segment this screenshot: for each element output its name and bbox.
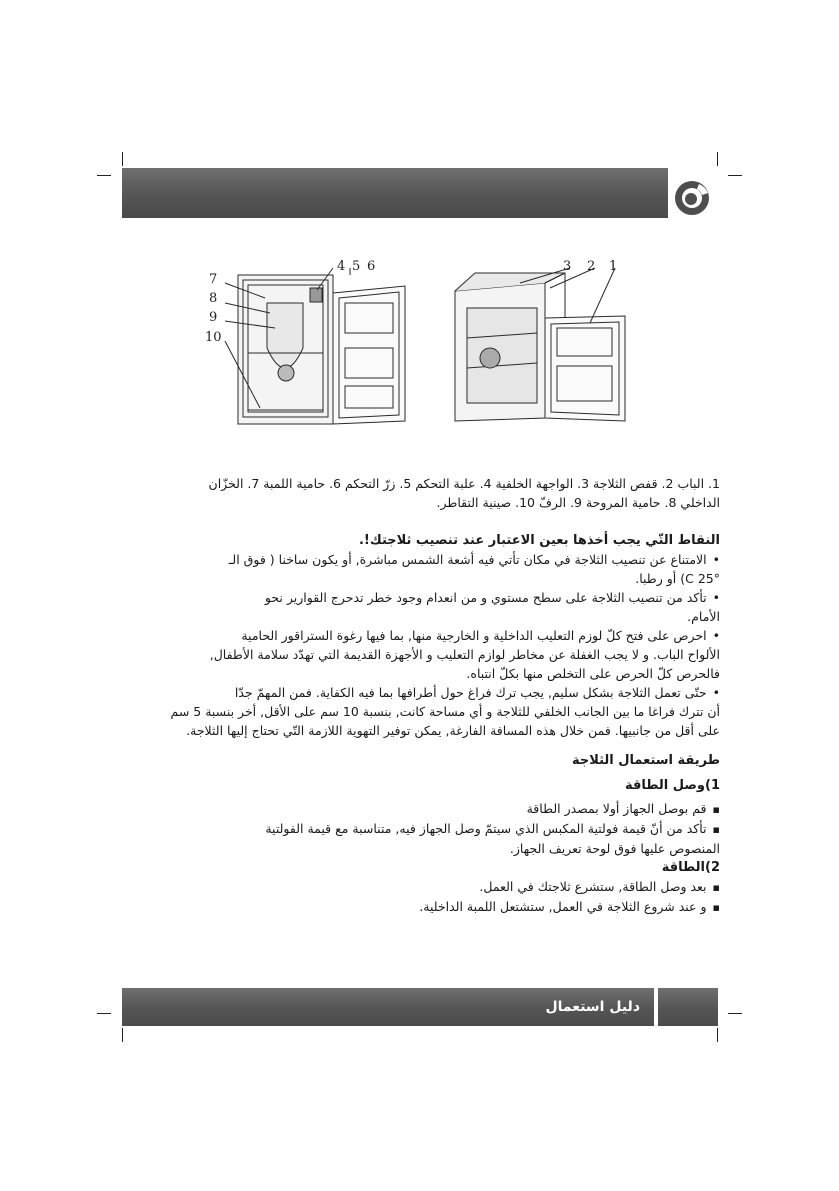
callout-label: 8 — [209, 291, 218, 306]
usage-section — [122, 751, 720, 917]
legend-line: الداخلي 8. حامية المروحة 9. الرفّ 10. صينية التقاطر. — [436, 495, 720, 510]
footer-page-tab — [658, 988, 718, 1026]
fridge-diagram — [205, 258, 655, 433]
bullet-text: • تأكد من تنصيب الثلاجة على سطح مستوي و من انعدام وجود خطر تدحرج القوارير نحو — [122, 588, 720, 607]
callout-label: 9 — [209, 310, 218, 325]
bullet-text: ▪ قم بوصل الجهاز أولا بمصدر الطاقة — [122, 799, 720, 819]
crop-mark — [122, 1028, 123, 1042]
crop-mark — [97, 175, 111, 176]
crop-mark — [728, 175, 742, 176]
bullet-text: الأمام. — [687, 609, 720, 624]
install-section — [122, 531, 720, 740]
parts-legend — [122, 474, 720, 512]
callout-label: 6 — [367, 259, 376, 274]
bullet-text: أن تترك فراغا ما بين الجانب الخلفي للثلاجة و أي مساحة كانت, بنسبة 10 سم على الأقل, أخر بنسبة 5 سم — [170, 704, 720, 719]
callout-label: 4 — [337, 259, 346, 274]
crop-mark — [717, 1028, 718, 1042]
header-bar — [122, 168, 668, 218]
bullet-text: ▪ بعد وصل الطاقة, ستشرع ثلاجتك في العمل. — [122, 877, 720, 897]
callout-label: 1 — [609, 259, 618, 274]
bullet-text: الألواح الباب. و لا يجب الغفلة عن مخاطر لوازم التعليب و الأجهزة القديمة التي تهدّد سلامة الأطفال, — [209, 647, 720, 662]
crop-mark — [728, 1013, 742, 1014]
crop-mark — [97, 1013, 111, 1014]
bullet-text: • احرص على فتح كلّ لوزم التعليب الداخلية و الخارجية منها, بما فيها رغوة الستراقور الحامية — [122, 626, 720, 645]
bullet-text: على أقل من جانبيها. فمن خلال هذه المسافة الفارغة, يمكن توفير التهوية اللازمة التّي تحتاج إليها الثلاجة. — [186, 723, 720, 738]
callout-label: 3 — [563, 259, 572, 274]
bullet-text: ▪ تأكد من أنّ قيمة فولتية المكبس الذي سيتمّ وصل الجهاز فيه, متناسبة مع قيمة الفولتية — [122, 819, 720, 839]
bullet-text: • حتّى تعمل الثلاجة بشكل سليم, يجب ترك فراغ حول أطرافها بما فيه الكفاية. فمن المهمّ جدّا — [122, 683, 720, 702]
bullet-text: • الامتناع عن تنصيب الثلاجة في مكان تأتي فيه أشعة الشمس مباشرة, أو يكون ساخنا ( فوق الـ — [122, 550, 720, 569]
bullet-text: ▪ و عند شروع الثلاجة في العمل, ستشتعل اللمبة الداخلية. — [122, 897, 720, 917]
bullet-text: المنصوص عليها فوق لوحة تعريف الجهاز. — [509, 841, 720, 856]
crop-mark — [122, 152, 123, 166]
bullet-text: 25° C) أو رطبا. — [635, 571, 720, 586]
callout-label: 5 — [352, 259, 361, 274]
callout-label: 10 — [205, 330, 222, 345]
callout-label: 7 — [209, 272, 218, 287]
usage-subheading: 1)وصل الطاقة — [624, 778, 720, 793]
callout-label: 2 — [587, 259, 596, 274]
usage-subheading: 2)الطاقة — [661, 860, 720, 875]
brand-logo-icon — [672, 178, 712, 218]
usage-heading: طريقة استعمال الثلاجة — [571, 753, 720, 768]
bullet-text: فالحرص كلّ الحرص على التخلص منها بكلّ انتباه. — [466, 666, 720, 681]
crop-mark — [717, 152, 718, 166]
legend-line: 1. الباب 2. قفص الثلاجة 3. الواجهة الخلفية 4. علبة التحكم 5. زرّ التحكم 6. حامية اللمبة 7. الخزّان — [208, 476, 720, 491]
footer-title: دليل استعمال — [545, 999, 640, 1015]
install-heading: النقاط التّي يجب أخذها بعين الاعتبار عند تنصيب ثلاجتك!. — [358, 533, 720, 548]
